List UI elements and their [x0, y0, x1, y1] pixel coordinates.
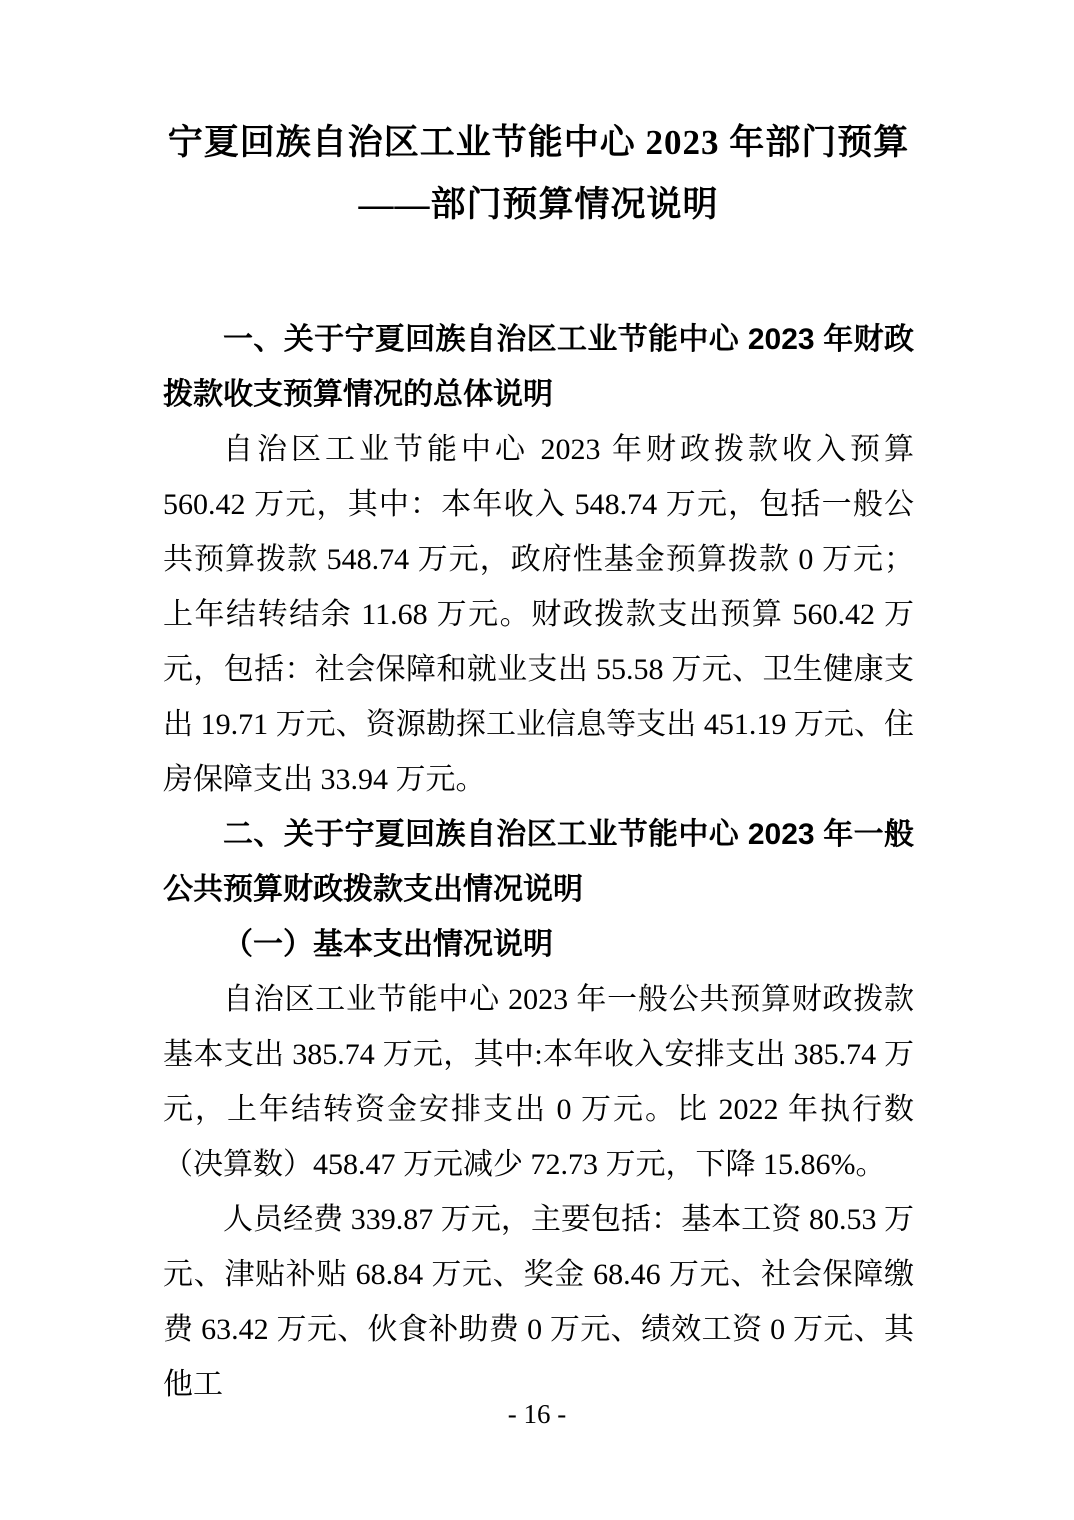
title-spacer — [163, 236, 914, 312]
section-1-paragraph-1: 自治区工业节能中心 2023 年财政拨款收入预算 560.42 万元，其中：本年收入 548.74 万元，包括一般公共预算拨款 548.74 万元，政府性基金预算拨款 0 万元；上年结转结余 11.68 万元。财政拨款支出预算 560.42 万元，包括：社会保障和就业支出 55.58 万元、卫生健康支出 19.71 万元、资源勘探工业信息等支出 451.19 万元、住房保障支出 33.94 万元。 — [163, 433, 914, 796]
section-2-heading: 二、关于宁夏回族自治区工业节能中心 2023 年一般公共预算财政拨款支出情况说明 — [163, 818, 914, 906]
title-line-2: ——部门预算情况说明 — [358, 185, 719, 224]
page-number: - 16 - — [507, 1399, 567, 1429]
document-title — [163, 112, 914, 236]
section-2-subheading-1: （一）基本支出情况说明 — [223, 928, 553, 961]
section-1-heading: 一、关于宁夏回族自治区工业节能中心 2023 年财政拨款收支预算情况的总体说明 — [163, 323, 914, 411]
section-2-paragraph-2: 人员经费 339.87 万元，主要包括：基本工资 80.53 万元、津贴补贴 68.84 万元、奖金 68.46 万元、社会保障缴费 63.42 万元、伙食补助费 0 万元、绩效工资 0 万元、其他工 — [163, 1203, 914, 1401]
title-line-1: 宁夏回族自治区工业节能中心 2023 年部门预算 — [167, 123, 910, 162]
section-2-paragraph-1: 自治区工业节能中心 2023 年一般公共预算财政拨款基本支出 385.74 万元，其中:本年收入安排支出 385.74 万元，上年结转资金安排支出 0 万元。比 2022 年执行数（决算数）458.47 万元减少 72.73 万元，下降 15.86%。 — [163, 983, 914, 1181]
